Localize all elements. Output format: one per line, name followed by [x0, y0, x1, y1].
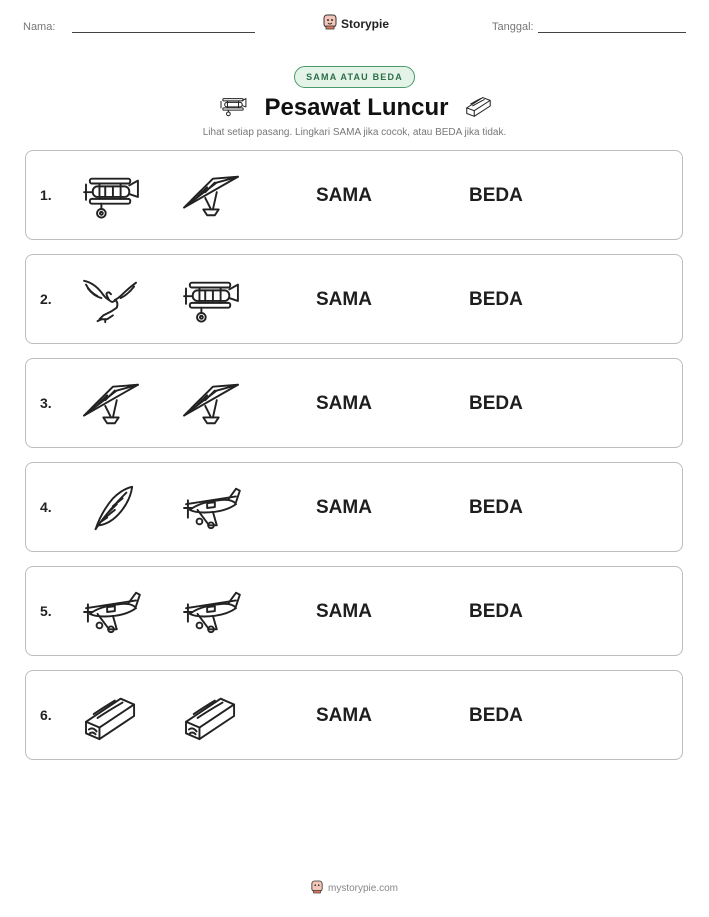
option-beda[interactable]: BEDA — [469, 497, 523, 518]
wood-plank-icon — [80, 691, 142, 741]
date-line[interactable] — [538, 32, 686, 33]
name-label: Nama: — [23, 21, 56, 33]
brand-logo — [323, 14, 389, 33]
mascot-icon — [323, 14, 337, 33]
question-row — [25, 358, 683, 448]
category-badge: SAMA ATAU BEDA — [294, 66, 415, 88]
biplane-icon — [180, 275, 242, 325]
question-number: 1. — [40, 187, 52, 203]
name-line[interactable] — [72, 32, 255, 33]
page-title — [150, 91, 559, 125]
title-biplane-icon — [216, 94, 250, 123]
question-row — [25, 670, 683, 760]
propeller-plane-icon — [180, 483, 242, 533]
hang-glider-icon — [180, 379, 242, 429]
propeller-plane-icon — [80, 587, 142, 637]
footer — [0, 880, 709, 897]
option-sama[interactable]: SAMA — [316, 705, 372, 726]
option-sama[interactable]: SAMA — [316, 601, 372, 622]
option-sama[interactable]: SAMA — [316, 185, 372, 206]
propeller-plane-icon — [180, 587, 242, 637]
question-row — [25, 150, 683, 240]
brand-name: Storypie — [341, 16, 390, 31]
footer-mascot-icon — [311, 880, 323, 897]
date-label: Tanggal: — [492, 21, 534, 33]
hang-glider-icon — [80, 379, 142, 429]
option-beda[interactable]: BEDA — [469, 705, 523, 726]
question-row — [25, 566, 683, 656]
option-beda[interactable]: BEDA — [469, 393, 523, 414]
eagle-icon — [80, 275, 142, 325]
footer-url: mystorypie.com — [327, 883, 398, 894]
hang-glider-icon — [180, 171, 242, 221]
title-wood-plank-icon — [463, 93, 493, 124]
question-number: 3. — [40, 395, 52, 411]
title-text: Pesawat Luncur — [264, 94, 449, 121]
wood-plank-icon — [180, 691, 242, 741]
option-beda[interactable]: BEDA — [469, 289, 523, 310]
option-sama[interactable]: SAMA — [316, 497, 372, 518]
option-sama[interactable]: SAMA — [316, 289, 372, 310]
biplane-icon — [80, 171, 142, 221]
question-number: 4. — [40, 499, 52, 515]
question-row — [25, 462, 683, 552]
question-number: 2. — [40, 291, 52, 307]
question-row — [25, 254, 683, 344]
question-number: 6. — [40, 707, 52, 723]
option-sama[interactable]: SAMA — [316, 393, 372, 414]
instructions: Lihat setiap pasang. Lingkari SAMA jika cocok, atau BEDA jika tidak. — [202, 127, 507, 138]
option-beda[interactable]: BEDA — [469, 601, 523, 622]
option-beda[interactable]: BEDA — [469, 185, 523, 206]
question-number: 5. — [40, 603, 52, 619]
feather-icon — [80, 483, 142, 533]
